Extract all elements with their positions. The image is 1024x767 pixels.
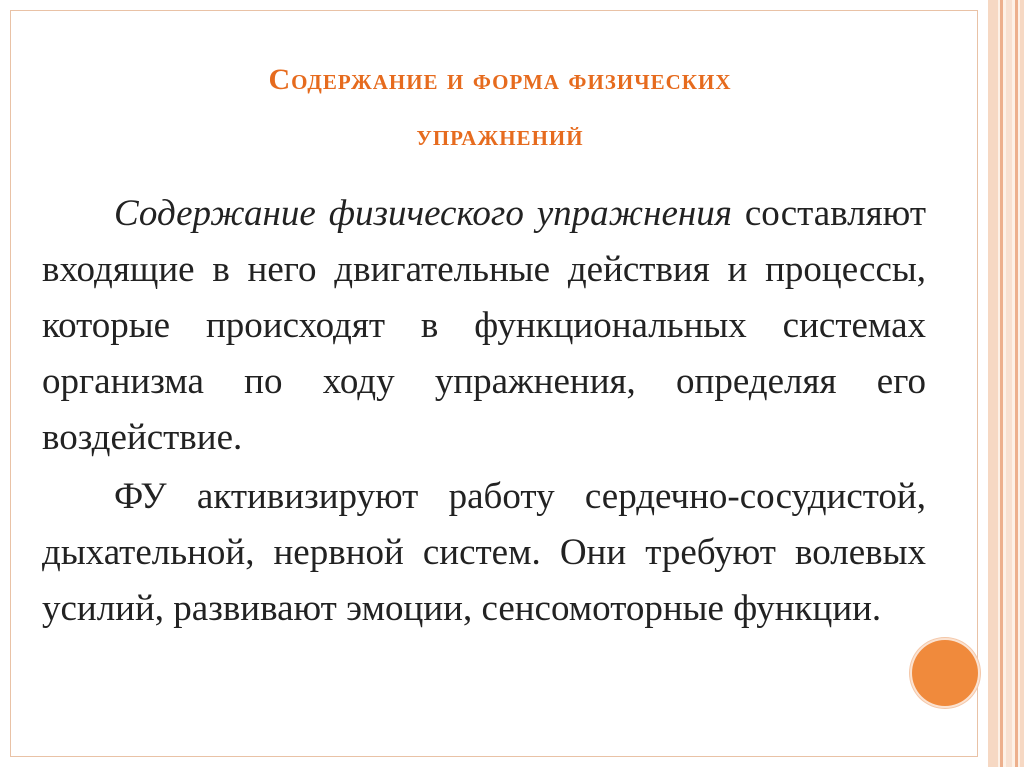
paragraph-1-emphasis: Содержание физического упражнения (114, 193, 732, 234)
title-line-1: Содержание и форма физических (268, 63, 732, 96)
decorative-circle (912, 640, 978, 706)
border-stripe (988, 0, 998, 767)
border-stripe (1000, 0, 1003, 767)
slide-title (60, 52, 940, 164)
slide-body (42, 186, 926, 637)
paragraph-2: ФУ активизируют работу сердечно-сосудистой, дыхательной, нервной систем. Они требуют волевых усилий, развивают эмоции, сенсомоторные функции. (42, 476, 926, 629)
border-stripe (1020, 0, 1024, 767)
border-stripe (1006, 0, 1012, 767)
title-line-2: упражнений (416, 119, 584, 152)
paragraph-1-text: составляют входящие в него двигательные действия и процессы, которые происходят в функциональных системах организма по ходу упражнения, определяя его воздействие. (42, 193, 926, 458)
border-stripe (1015, 0, 1018, 767)
paragraph-1 (42, 186, 926, 466)
